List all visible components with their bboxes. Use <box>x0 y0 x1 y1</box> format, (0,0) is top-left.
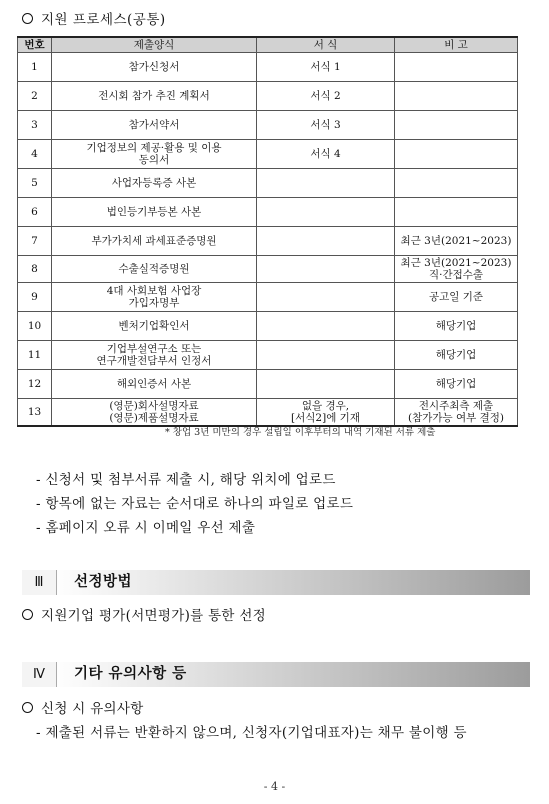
table-row <box>18 111 518 140</box>
cell-remark: 해당기업 <box>395 312 518 341</box>
bullet-list <box>36 468 353 540</box>
table-footnote: * 창업 3년 미만의 경우 설립일 이후부터의 내역 기재된 서류 제출 <box>165 427 436 438</box>
cell-remark: 공고일 기준 <box>395 283 518 312</box>
table-row <box>18 198 518 227</box>
cell-document: 참가신청서 <box>52 53 257 82</box>
table-row <box>18 82 518 111</box>
cell-remark <box>395 140 518 169</box>
table-row <box>18 399 518 427</box>
table-row <box>18 169 518 198</box>
section-numeral: Ⅳ <box>22 662 57 687</box>
hollow-circle-icon <box>22 609 33 620</box>
cell-form <box>257 312 395 341</box>
cell-form: 서식 1 <box>257 53 395 82</box>
cell-form <box>257 227 395 256</box>
section-title: 선정방법 <box>74 574 133 590</box>
table-row <box>18 256 518 283</box>
submission-documents-table <box>17 36 518 427</box>
header-remark: 비 고 <box>395 37 518 53</box>
table-row <box>18 341 518 370</box>
header-form: 서 식 <box>257 37 395 53</box>
cell-form <box>257 341 395 370</box>
section-heading: 지원 프로세스(공통) <box>22 8 166 28</box>
cell-remark <box>395 198 518 227</box>
cell-remark <box>395 169 518 198</box>
table-header-row <box>18 37 518 53</box>
cell-remark: 해당기업 <box>395 370 518 399</box>
cell-form: 없을 경우, [서식2]에 기재 <box>257 399 395 427</box>
cell-remark <box>395 82 518 111</box>
table-row <box>18 53 518 82</box>
cell-form: 서식 2 <box>257 82 395 111</box>
cell-form <box>257 198 395 227</box>
cell-number: 9 <box>18 283 52 312</box>
cell-remark: 해당기업 <box>395 341 518 370</box>
hollow-circle-icon <box>22 702 33 713</box>
cell-document: 벤처기업확인서 <box>52 312 257 341</box>
table-row <box>18 312 518 341</box>
section-bar-3 <box>22 570 530 595</box>
cell-document: 전시회 참가 추진 계획서 <box>52 82 257 111</box>
cell-number: 8 <box>18 256 52 283</box>
header-number: 번호 <box>18 37 52 53</box>
section-title: 기타 유의사항 등 <box>74 666 187 682</box>
cell-number: 11 <box>18 341 52 370</box>
bullet-item: - 신청서 및 첨부서류 제출 시, 해당 위치에 업로드 <box>36 472 336 488</box>
bullet-item: - 홈페이지 오류 시 이메일 우선 제출 <box>36 520 256 536</box>
cell-number: 3 <box>18 111 52 140</box>
cell-document: 4대 사회보험 사업장 가입자명부 <box>52 283 257 312</box>
cell-number: 5 <box>18 169 52 198</box>
cell-number: 7 <box>18 227 52 256</box>
cell-remark: 최근 3년(2021~2023) <box>395 227 518 256</box>
cell-form <box>257 256 395 283</box>
hollow-circle-icon <box>22 13 33 24</box>
cell-number: 10 <box>18 312 52 341</box>
section-numeral: Ⅲ <box>22 570 57 595</box>
section-bar-4 <box>22 662 530 687</box>
cell-document: (영문)회사설명자료 (영문)제품설명자료 <box>52 399 257 427</box>
cell-number: 2 <box>18 82 52 111</box>
cell-number: 6 <box>18 198 52 227</box>
cell-number: 4 <box>18 140 52 169</box>
section4-subitem: - 제출된 서류는 반환하지 않으며, 신청자(기업대표자)는 채무 불이행 등 <box>36 725 467 741</box>
cell-remark: 최근 3년(2021~2023) 직·간접수출 <box>395 256 518 283</box>
table-row <box>18 140 518 169</box>
section4-item: 신청 시 유의사항 <box>22 697 144 717</box>
table-row <box>18 227 518 256</box>
cell-document: 기업정보의 제공·활용 및 이용 동의서 <box>52 140 257 169</box>
table-row <box>18 370 518 399</box>
table-row <box>18 283 518 312</box>
page-number: - 4 - <box>263 780 286 793</box>
cell-document: 참가서약서 <box>52 111 257 140</box>
bullet-item: - 항목에 없는 자료는 순서대로 하나의 파일로 업로드 <box>36 496 354 512</box>
cell-document: 해외인증서 사본 <box>52 370 257 399</box>
cell-number: 13 <box>18 399 52 427</box>
cell-document: 부가가치세 과세표준증명원 <box>52 227 257 256</box>
cell-remark: 전시주최측 제출 (참가가능 여부 결정) <box>395 399 518 427</box>
cell-document: 사업자등록증 사본 <box>52 169 257 198</box>
cell-remark <box>395 53 518 82</box>
cell-remark <box>395 111 518 140</box>
cell-form <box>257 370 395 399</box>
header-document: 제출양식 <box>52 37 257 53</box>
cell-form: 서식 4 <box>257 140 395 169</box>
cell-form: 서식 3 <box>257 111 395 140</box>
cell-form <box>257 169 395 198</box>
cell-number: 12 <box>18 370 52 399</box>
cell-document: 수출실적증명원 <box>52 256 257 283</box>
table-body <box>18 53 518 427</box>
cell-number: 1 <box>18 53 52 82</box>
section3-item: 지원기업 평가(서면평가)를 통한 선정 <box>22 604 266 624</box>
cell-form <box>257 283 395 312</box>
cell-document: 법인등기부등본 사본 <box>52 198 257 227</box>
cell-document: 기업부설연구소 또는 연구개발전담부서 인정서 <box>52 341 257 370</box>
